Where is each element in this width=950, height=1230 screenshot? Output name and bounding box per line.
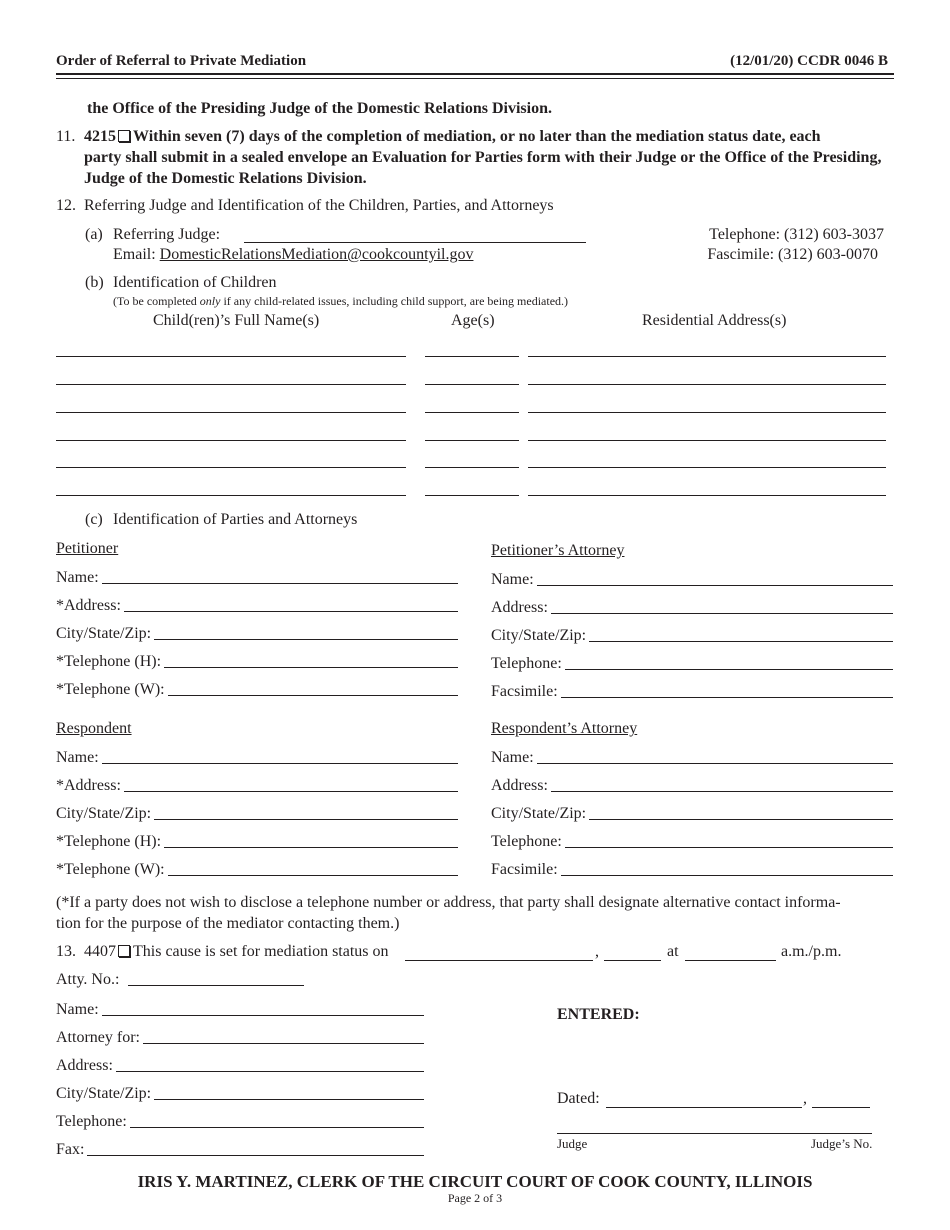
petitioner-field-line[interactable] bbox=[154, 624, 458, 640]
item-13-text: This cause is set for mediation status on bbox=[133, 943, 389, 960]
respondent-attorney-field-line[interactable] bbox=[589, 804, 893, 820]
attorney-block-field[interactable] bbox=[56, 1055, 424, 1075]
email-label: Email: bbox=[113, 246, 156, 263]
form-code: (12/01/20) CCDR 0046 B bbox=[730, 53, 888, 69]
petitioner-attorney-field[interactable] bbox=[491, 597, 893, 617]
header-rule-thin bbox=[56, 78, 894, 79]
item-13-number: 13. bbox=[56, 943, 76, 960]
col-child-names: Child(ren)’s Full Name(s) bbox=[153, 312, 320, 329]
attorney-block-field-label: Fax: bbox=[56, 1141, 85, 1158]
respondent-field-line[interactable] bbox=[168, 860, 458, 876]
attorney-block-field[interactable] bbox=[56, 1139, 424, 1159]
item-12-title: Referring Judge and Identification of the Children, Parties, and Attorneys bbox=[84, 197, 554, 214]
petitioner-field-line[interactable] bbox=[102, 568, 458, 584]
petitioner-attorney-field-line[interactable] bbox=[537, 570, 893, 586]
respondent-attorney-field-label: Facsimile: bbox=[491, 861, 558, 878]
respondent-attorney-field[interactable] bbox=[491, 803, 893, 823]
respondent-field-line[interactable] bbox=[164, 832, 458, 848]
item-13-code: 4407 bbox=[84, 943, 116, 960]
judge-no-label: Judge’s No. bbox=[811, 1136, 873, 1151]
child-age-field[interactable] bbox=[425, 467, 519, 468]
referring-judge-field[interactable] bbox=[244, 242, 586, 243]
respondent-attorney-field-label: City/State/Zip: bbox=[491, 805, 587, 822]
petitioner-field[interactable] bbox=[56, 623, 458, 643]
respondent-attorney-field-line[interactable] bbox=[565, 832, 893, 848]
item-13-line bbox=[84, 943, 389, 961]
dated-year-field[interactable] bbox=[812, 1107, 870, 1108]
petitioner-attorney-field-line[interactable] bbox=[589, 626, 893, 642]
petitioner-field-label: *Telephone (H): bbox=[56, 653, 162, 670]
petitioner-field-label: Name: bbox=[56, 569, 99, 586]
respondent-field[interactable] bbox=[56, 747, 458, 767]
respondent-field-label: Name: bbox=[56, 749, 99, 766]
judge-fax: Fascimile: (312) 603-0070 bbox=[707, 246, 878, 263]
petitioner-field-label: *Telephone (W): bbox=[56, 681, 165, 698]
petitioner-field[interactable] bbox=[56, 679, 458, 699]
parties-title: Identification of Parties and Attorneys bbox=[113, 511, 358, 528]
col-ages: Age(s) bbox=[451, 312, 495, 329]
judge-signature-line[interactable] bbox=[557, 1133, 872, 1134]
page-number: Page 2 of 3 bbox=[447, 1191, 503, 1205]
item-11-line3: Judge of the Domestic Relations Division. bbox=[84, 170, 367, 187]
item-11-code: 4215 bbox=[84, 128, 116, 145]
petitioner-attorney-field[interactable] bbox=[491, 681, 893, 701]
item-11-line1 bbox=[84, 128, 821, 146]
respondent-attorney-field-label: Address: bbox=[491, 777, 548, 794]
petitioner-attorney-field-label: Facsimile: bbox=[491, 683, 558, 700]
attorney-block-field-line[interactable] bbox=[154, 1084, 424, 1100]
child-name-field[interactable] bbox=[56, 384, 406, 385]
petitioner-attorney-field[interactable] bbox=[491, 569, 893, 589]
children-note-em: only bbox=[199, 294, 221, 308]
item-12-number: 12. bbox=[56, 197, 76, 214]
item-11-text1: Within seven (7) days of the completion of mediation, or no later than the mediation status date, each bbox=[133, 128, 821, 145]
status-at: at bbox=[667, 943, 679, 960]
header-rule-thick bbox=[56, 73, 894, 75]
referring-judge-label: Referring Judge: bbox=[113, 226, 221, 243]
respondent-field-line[interactable] bbox=[154, 804, 458, 820]
attorney-block-field-line[interactable] bbox=[87, 1140, 424, 1156]
attorney-block-field[interactable] bbox=[56, 1027, 424, 1047]
judge-telephone: Telephone: (312) 603-3037 bbox=[709, 226, 884, 243]
attorney-block-field-label: Attorney for: bbox=[56, 1029, 140, 1046]
email-link[interactable]: DomesticRelationsMediation@cookcountyil.gov bbox=[159, 246, 474, 263]
petitioner-field-line[interactable] bbox=[124, 596, 458, 612]
attorney-block-field-label: Address: bbox=[56, 1057, 113, 1074]
attorney-block-field-line[interactable] bbox=[102, 1000, 424, 1016]
child-age-field[interactable] bbox=[425, 440, 519, 441]
child-age-field[interactable] bbox=[425, 495, 519, 496]
judge-label: Judge bbox=[557, 1136, 588, 1151]
petitioner-field[interactable] bbox=[56, 567, 458, 587]
children-title: Identification of Children bbox=[113, 274, 277, 291]
attorney-block-field-label: City/State/Zip: bbox=[56, 1085, 152, 1102]
child-age-field[interactable] bbox=[425, 384, 519, 385]
child-age-field[interactable] bbox=[425, 412, 519, 413]
respondent-attorney-field-line[interactable] bbox=[561, 860, 893, 876]
atty-no-field[interactable] bbox=[56, 969, 304, 989]
respondent-field[interactable] bbox=[56, 831, 458, 851]
petitioner-attorney-field[interactable] bbox=[491, 625, 893, 645]
child-address-field[interactable] bbox=[528, 467, 886, 468]
respondent-attorney-field[interactable] bbox=[491, 859, 893, 879]
child-age-field[interactable] bbox=[425, 356, 519, 357]
attorney-block-field[interactable] bbox=[56, 1083, 424, 1103]
entered-label: ENTERED: bbox=[557, 1006, 640, 1023]
child-address-field[interactable] bbox=[528, 412, 886, 413]
respondent-field-label: City/State/Zip: bbox=[56, 805, 152, 822]
children-note-pre: (To be completed bbox=[113, 294, 200, 308]
respondent-attorney-field[interactable] bbox=[491, 775, 893, 795]
checkbox-4407[interactable] bbox=[118, 945, 130, 957]
respondent-attorney-field-line[interactable] bbox=[537, 748, 893, 764]
disclosure-line2: tion for the purpose of the mediator contacting them.) bbox=[56, 915, 400, 932]
petitioner-attorney-field[interactable] bbox=[491, 653, 893, 673]
atty-no-label: Atty. No.: bbox=[56, 971, 120, 988]
status-ampm: a.m./p.m. bbox=[781, 943, 842, 960]
respondent-field[interactable] bbox=[56, 775, 458, 795]
status-time-field[interactable] bbox=[685, 960, 776, 961]
item-12a-label: (a) bbox=[85, 226, 103, 243]
attorney-block-field-label: Name: bbox=[56, 1001, 99, 1018]
petitioner-field[interactable] bbox=[56, 651, 458, 671]
attorney-block-field-line[interactable] bbox=[130, 1112, 424, 1128]
petitioner-heading: Petitioner bbox=[56, 540, 119, 557]
respondent-heading: Respondent bbox=[56, 720, 132, 737]
petitioner-attorney-field-label: Address: bbox=[491, 599, 548, 616]
respondent-field[interactable] bbox=[56, 859, 458, 879]
respondent-attorney-heading: Respondent’s Attorney bbox=[491, 720, 638, 737]
respondent-attorney-field-line[interactable] bbox=[551, 776, 893, 792]
respondent-attorney-field-label: Name: bbox=[491, 749, 534, 766]
children-note-post: if any child-related issues, including child support, are being mediated.) bbox=[220, 294, 569, 308]
respondent-field[interactable] bbox=[56, 803, 458, 823]
petitioner-attorney-field-line[interactable] bbox=[565, 654, 893, 670]
continuation-text: the Office of the Presiding Judge of the Domestic Relations Division. bbox=[87, 100, 552, 117]
attorney-block-field-line[interactable] bbox=[143, 1028, 424, 1044]
child-address-field[interactable] bbox=[528, 356, 886, 357]
petitioner-attorney-heading: Petitioner’s Attorney bbox=[491, 542, 625, 559]
form-title: Order of Referral to Private Mediation bbox=[56, 53, 307, 69]
respondent-field-line[interactable] bbox=[124, 776, 458, 792]
respondent-field-label: *Telephone (W): bbox=[56, 861, 165, 878]
petitioner-field-line[interactable] bbox=[168, 680, 458, 696]
petitioner-field[interactable] bbox=[56, 595, 458, 615]
respondent-attorney-field[interactable] bbox=[491, 831, 893, 851]
item-12b-label: (b) bbox=[85, 274, 104, 291]
attorney-block-field[interactable] bbox=[56, 1111, 424, 1131]
atty-no-line[interactable] bbox=[128, 970, 304, 986]
status-year-field[interactable] bbox=[604, 960, 661, 961]
dated-field[interactable] bbox=[606, 1107, 802, 1108]
respondent-field-line[interactable] bbox=[102, 748, 458, 764]
petitioner-field-line[interactable] bbox=[164, 652, 458, 668]
email-line bbox=[113, 246, 473, 264]
checkbox-4215[interactable] bbox=[118, 130, 130, 142]
item-12c-label: (c) bbox=[85, 511, 103, 528]
petitioner-field-label: *Address: bbox=[56, 597, 121, 614]
status-comma: , bbox=[595, 943, 599, 960]
respondent-field-label: *Address: bbox=[56, 777, 121, 794]
child-name-field[interactable] bbox=[56, 467, 406, 468]
child-address-field[interactable] bbox=[528, 440, 886, 441]
clerk-footer: IRIS Y. MARTINEZ, CLERK OF THE CIRCUIT COURT OF COOK COUNTY, ILLINOIS bbox=[137, 1172, 813, 1191]
child-address-field[interactable] bbox=[528, 384, 886, 385]
petitioner-attorney-field-label: Name: bbox=[491, 571, 534, 588]
dated-comma: , bbox=[803, 1090, 807, 1107]
status-date-field[interactable] bbox=[405, 960, 593, 961]
petitioner-attorney-field-line[interactable] bbox=[551, 598, 893, 614]
petitioner-attorney-field-label: Telephone: bbox=[491, 655, 562, 672]
disclosure-line1: (*If a party does not wish to disclose a telephone number or address, that party shall designate alternative contact informa- bbox=[56, 894, 841, 911]
respondent-attorney-field[interactable] bbox=[491, 747, 893, 767]
petitioner-attorney-field-line[interactable] bbox=[561, 682, 893, 698]
petitioner-attorney-field-label: City/State/Zip: bbox=[491, 627, 587, 644]
dated-label: Dated: bbox=[557, 1090, 600, 1107]
item-11-number: 11. bbox=[56, 128, 76, 145]
child-address-field[interactable] bbox=[528, 495, 886, 496]
respondent-field-label: *Telephone (H): bbox=[56, 833, 162, 850]
attorney-block-field-line[interactable] bbox=[116, 1056, 424, 1072]
child-name-field[interactable] bbox=[56, 495, 406, 496]
child-name-field[interactable] bbox=[56, 412, 406, 413]
attorney-block-field[interactable] bbox=[56, 999, 424, 1019]
respondent-attorney-field-label: Telephone: bbox=[491, 833, 562, 850]
col-address: Residential Address(s) bbox=[642, 312, 787, 329]
child-name-field[interactable] bbox=[56, 356, 406, 357]
children-note bbox=[113, 294, 568, 309]
attorney-block-field-label: Telephone: bbox=[56, 1113, 127, 1130]
item-11-line2: party shall submit in a sealed envelope an Evaluation for Parties form with their Judge or the Office of the Presiding, bbox=[84, 149, 882, 166]
petitioner-field-label: City/State/Zip: bbox=[56, 625, 152, 642]
child-name-field[interactable] bbox=[56, 440, 406, 441]
